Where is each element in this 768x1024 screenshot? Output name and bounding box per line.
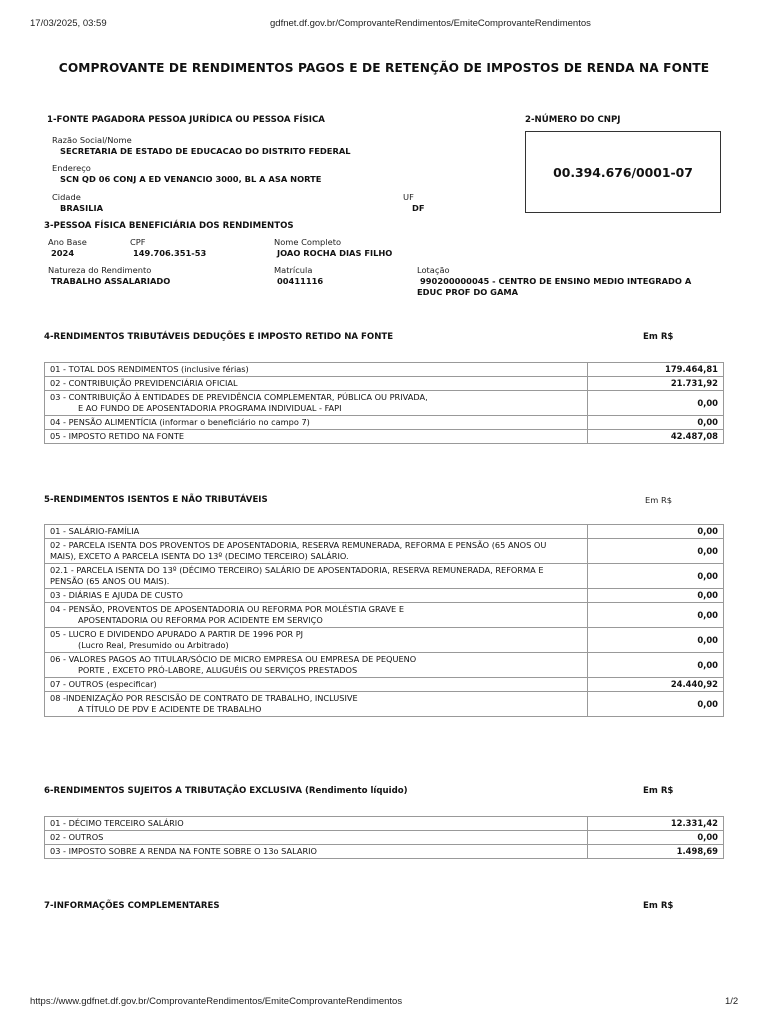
row-line2: E AO FUNDO DE APOSENTADORIA PROGRAMA INDIVIDUAL - FAPI — [78, 403, 342, 413]
cnpj-value: 00.394.676/0001-07 — [553, 164, 693, 180]
table-row — [45, 628, 724, 653]
row-line1: 07 - OUTROS (especificar) — [50, 679, 157, 689]
row-amount: 12.331,42 — [588, 817, 724, 831]
lotacao-label: Lotação — [417, 265, 450, 275]
row-amount: 0,00 — [588, 391, 724, 416]
row-description — [45, 845, 588, 859]
razao-label: Razão Social/Nome — [52, 135, 132, 145]
row-description — [45, 653, 588, 678]
table-row — [45, 391, 724, 416]
row-line2: (Lucro Real, Presumido ou Arbitrado) — [78, 640, 229, 650]
row-description — [45, 831, 588, 845]
natureza-label: Natureza do Rendimento — [48, 265, 152, 275]
row-line1: 05 - LUCRO E DIVIDENDO APURADO A PARTIR DE 1996 POR PJ — [50, 629, 304, 639]
print-site: gdfnet.df.gov.br/ComprovanteRendimentos/EmiteComprovanteRendimentos — [270, 18, 591, 29]
table-row — [45, 589, 724, 603]
row-description — [45, 416, 588, 430]
row-description — [45, 628, 588, 653]
print-footer-url: https://www.gdfnet.df.gov.br/ComprovanteRendimentos/EmiteComprovanteRendimentos — [30, 996, 403, 1007]
row-line2: PENSÃO (65 ANOS OU MAIS). — [50, 576, 170, 586]
row-description — [45, 589, 588, 603]
row-line1: 04 - PENSÃO ALIMENTÍCIA (informar o beneficiário no campo 7) — [50, 417, 310, 427]
row-line1: 02 - PARCELA ISENTA DOS PROVENTOS DE APOSENTADORIA, RESERVA REMUNERADA, REFORMA E PENSÃO (65 ANOS OU — [50, 540, 547, 550]
section5-currency: Em R$ — [645, 495, 673, 505]
row-amount: 0,00 — [588, 539, 724, 564]
lotacao-line2: EDUC PROF DO GAMA — [417, 287, 519, 297]
row-description — [45, 692, 588, 717]
lotacao-line1: 990200000045 - CENTRO DE ENSINO MEDIO INTEGRADO A — [420, 276, 692, 286]
table-row — [45, 539, 724, 564]
row-line1: 06 - VALORES PAGOS AO TITULAR/SÓCIO DE MICRO EMPRESA OU EMPRESA DE PEQUENO — [50, 654, 417, 664]
row-description — [45, 525, 588, 539]
cpf-value: 149.706.351-53 — [133, 248, 207, 258]
row-line1: 03 - DIÁRIAS E AJUDA DE CUSTO — [50, 590, 183, 600]
matricula-value: 00411116 — [277, 276, 324, 286]
row-description — [45, 817, 588, 831]
row-amount: 0,00 — [588, 589, 724, 603]
table-row — [45, 845, 724, 859]
matricula-label: Matrícula — [274, 265, 313, 275]
row-line1: 01 - TOTAL DOS RENDIMENTOS (inclusive férias) — [50, 364, 249, 374]
row-line2: A TÍTULO DE PDV E ACIDENTE DE TRABALHO — [78, 704, 262, 714]
table-row — [45, 430, 724, 444]
table-row — [45, 416, 724, 430]
row-amount: 0,00 — [588, 831, 724, 845]
endereco-value: SCN QD 06 CONJ A ED VENANCIO 3000, BL A ASA NORTE — [60, 174, 322, 184]
cidade-label: Cidade — [52, 192, 81, 202]
natureza-value: TRABALHO ASSALARIADO — [51, 276, 171, 286]
row-amount: 21.731,92 — [588, 377, 724, 391]
row-description — [45, 603, 588, 628]
row-line2: APOSENTADORIA OU REFORMA POR ACIDENTE EM SERVIÇO — [78, 615, 323, 625]
row-amount: 0,00 — [588, 603, 724, 628]
table-row — [45, 653, 724, 678]
row-line1: 02 - CONTRIBUIÇÃO PREVIDENCIÁRIA OFICIAL — [50, 378, 238, 388]
section5-table — [44, 524, 724, 717]
row-line1: 02 - OUTROS — [50, 832, 104, 842]
row-amount: 0,00 — [588, 525, 724, 539]
row-amount: 0,00 — [588, 564, 724, 589]
section6-heading: 6-RENDIMENTOS SUJEITOS A TRIBUTAÇÃO EXCLUSIVA (Rendimento líquido) — [44, 786, 408, 796]
section1-heading: 1-FONTE PAGADORA PESSOA JURÍDICA OU PESSOA FÍSICA — [47, 115, 325, 125]
ano-value: 2024 — [51, 248, 75, 258]
table-row — [45, 603, 724, 628]
section4-currency: Em R$ — [643, 332, 674, 342]
row-amount: 0,00 — [588, 416, 724, 430]
table-row — [45, 564, 724, 589]
row-description — [45, 539, 588, 564]
table-row — [45, 692, 724, 717]
row-line1: 01 - DÉCIMO TERCEIRO SALÁRIO — [50, 818, 184, 828]
row-line1: 03 - CONTRIBUIÇÃO À ENTIDADES DE PREVIDÊNCIA COMPLEMENTAR, PÚBLICA OU PRIVADA, — [50, 392, 428, 402]
nome-value: JOAO ROCHA DIAS FILHO — [277, 248, 393, 258]
row-amount: 0,00 — [588, 628, 724, 653]
row-line2: MAIS), EXCETO A PARCELA ISENTA DO 13º (DECIMO TERCEIRO) SALÁRIO. — [50, 551, 349, 561]
table-row — [45, 377, 724, 391]
row-line1: 01 - SALÁRIO-FAMÍLIA — [50, 526, 140, 536]
page-title: COMPROVANTE DE RENDIMENTOS PAGOS E DE RETENÇÃO DE IMPOSTOS DE RENDA NA FONTE — [58, 61, 710, 75]
print-datetime: 17/03/2025, 03:59 — [30, 18, 107, 29]
section2-heading: 2-NÚMERO DO CNPJ — [525, 115, 621, 125]
section7-heading: 7-INFORMAÇÕES COMPLEMENTARES — [44, 901, 220, 911]
cidade-value: BRASILIA — [60, 203, 103, 213]
endereco-label: Endereço — [52, 163, 91, 173]
nome-label: Nome Completo — [274, 237, 342, 247]
row-description — [45, 363, 588, 377]
row-amount: 0,00 — [588, 653, 724, 678]
razao-value: SECRETARIA DE ESTADO DE EDUCACAO DO DISTRITO FEDERAL — [60, 146, 351, 156]
table-row — [45, 678, 724, 692]
section5-heading: 5-RENDIMENTOS ISENTOS E NÃO TRIBUTÁVEIS — [44, 495, 268, 505]
table-row — [45, 831, 724, 845]
table-row — [45, 817, 724, 831]
section6-currency: Em R$ — [643, 786, 674, 796]
row-line1: 08 -INDENIZAÇÃO POR RESCISÃO DE CONTRATO DE TRABALHO, INCLUSIVE — [50, 693, 358, 703]
row-amount: 24.440,92 — [588, 678, 724, 692]
table-row — [45, 363, 724, 377]
row-description — [45, 678, 588, 692]
row-amount: 179.464,81 — [588, 363, 724, 377]
section7-currency: Em R$ — [643, 901, 674, 911]
row-amount: 42.487,08 — [588, 430, 724, 444]
table-row — [45, 525, 724, 539]
row-line1: 05 - IMPOSTO RETIDO NA FONTE — [50, 431, 185, 441]
section3-heading: 3-PESSOA FÍSICA BENEFICIÁRIA DOS RENDIMENTOS — [44, 221, 294, 231]
row-description — [45, 391, 588, 416]
uf-value: DF — [412, 203, 425, 213]
row-amount: 0,00 — [588, 692, 724, 717]
cnpj-box — [525, 131, 721, 213]
row-line1: 03 - IMPOSTO SOBRE A RENDA NA FONTE SOBRE O 13o SALARIO — [50, 846, 317, 856]
row-line1: 02.1 - PARCELA ISENTA DO 13º (DÉCIMO TERCEIRO) SALÁRIO DE APOSENTADORIA, RESERVA REMUNERADA, REFORMA E — [50, 565, 544, 575]
print-page-number: 1/2 — [725, 996, 739, 1007]
row-line1: 04 - PENSÃO, PROVENTOS DE APOSENTADORIA OU REFORMA POR MOLÉSTIA GRAVE E — [50, 604, 404, 614]
cpf-label: CPF — [130, 237, 146, 247]
ano-label: Ano Base — [48, 237, 87, 247]
section4-heading: 4-RENDIMENTOS TRIBUTÁVEIS DEDUÇÕES E IMPOSTO RETIDO NA FONTE — [44, 332, 394, 342]
row-line2: PORTE , EXCETO PRÓ-LABORE, ALUGUÉIS OU SERVIÇOS PRESTADOS — [78, 665, 358, 675]
row-amount: 1.498,69 — [588, 845, 724, 859]
row-description — [45, 564, 588, 589]
section4-table — [44, 362, 724, 444]
row-description — [45, 377, 588, 391]
uf-label: UF — [403, 192, 414, 202]
row-description — [45, 430, 588, 444]
section6-table — [44, 816, 724, 859]
